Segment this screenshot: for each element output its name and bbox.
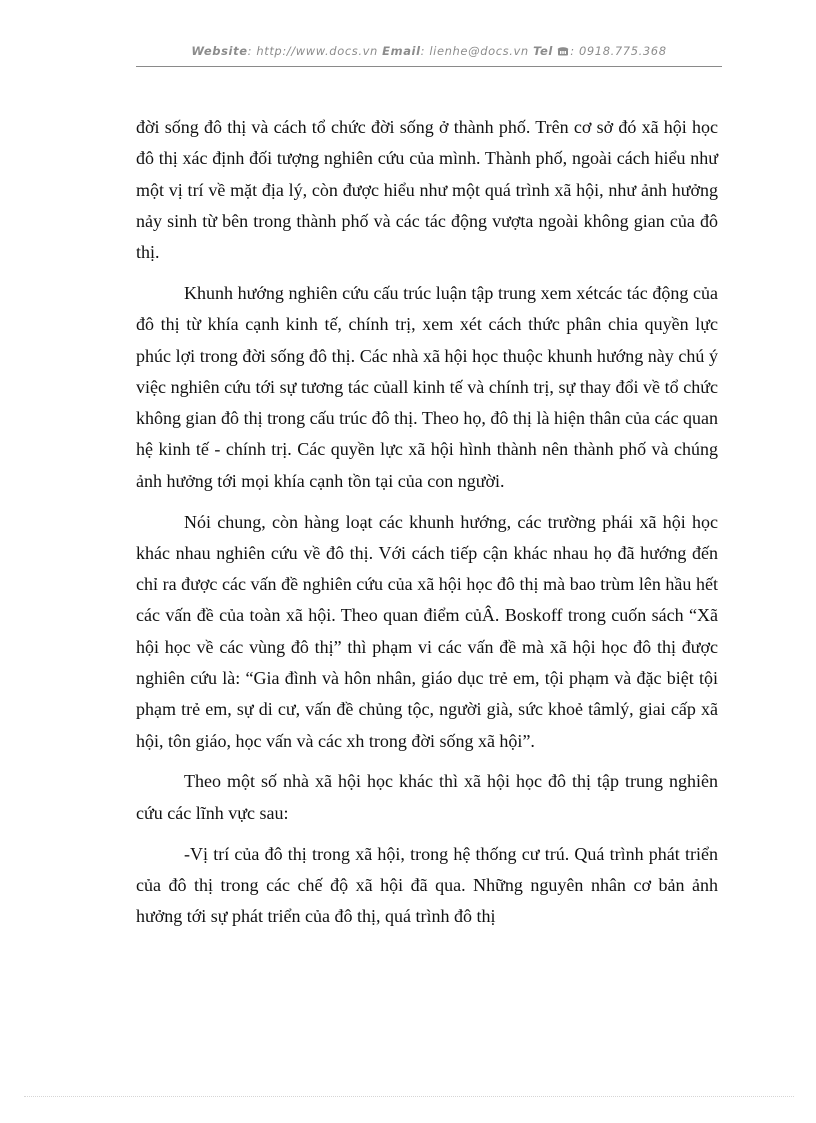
footer-divider <box>24 1096 794 1097</box>
paragraph-2: Khunh hướng nghiên cứu cấu trúc luận tập trung xem xétcác tác động của đô thị từ khía cạnh kinh tế, chính trị, xem xét cách thức phân chia quyền lực phúc lợi trong đời sống đô thị. Các nhà xã hội học thuộc khunh hướng này chú ý việc nghiên cứu tới sự tương tác củall kinh tế và chính trị, sự thay đổi về tổ chức không gian đô thị trong cấu trúc đô thị. Theo họ, đô thị là hiện thân của các quan hệ kinh tế - chính trị. Các quyền lực xã hội hình thành nên thành phố và chúng ảnh hưởng tới mọi khía cạnh tồn tại của con người. <box>136 282 718 491</box>
website-label: Website <box>191 44 248 58</box>
email-value: : lienhe@docs.vn <box>420 44 529 58</box>
website-value: : http://www.docs.vn <box>247 44 378 58</box>
paragraph-3: Nói chung, còn hàng loạt các khunh hướng, các trường phái xã hội học khác nhau nghiên cứu về đô thị. Với cách tiếp cận khác nhau họ đã hướng đến chỉ ra được các vấn đề nghiên cứu của xã hội học đô thị mà bao trùm lên hầu hết các vấn đề của toàn xã hội. Theo quan điểm củÂ. Boskoff trong cuốn sách “Xã hội học về các vùng đô thị” thì phạm vi các vấn đề mà xã hội học đô thị được nghiên cứu là: “Gia đình và hôn nhân, giáo dục trẻ em, tội phạm và đặc biệt tội phạm trẻ em, sự di cư, vấn đề chủng tộc, người già, sức khoẻ tâmlý, giai cấp xã hội, tôn giáo, học vấn và các xh trong đời sống xã hội”. <box>136 511 718 751</box>
page-header <box>136 44 722 67</box>
email-label: Email <box>382 44 421 58</box>
paragraph-4: Theo một số nhà xã hội học khác thì xã hội học đô thị tập trung nghiên cứu các lĩnh vực sau: <box>136 771 718 823</box>
tel-label: Tel <box>533 44 553 58</box>
tel-value: : 0918.775.368 <box>570 44 667 58</box>
paragraph-1: đời sống đô thị và cách tổ chức đời sống ở thành phố. Trên cơ sở đó xã hội học đô thị xác định đối tượng nghiên cứu của mình. Thành phố, ngoài cách hiểu như một vị trí về mặt địa lý, còn được hiểu như một quá trình xã hội, như ảnh hưởng nảy sinh từ bên trong thành phố và các tác động vượta ngoài không gian của đô thị. <box>136 117 718 263</box>
document-body <box>136 112 718 932</box>
paragraph-5: -Vị trí của đô thị trong xã hội, trong hệ thống cư trú. Quá trình phát triển của đô thị trong các chế độ xã hội đã qua. Những nguyên nhân cơ bản ảnh hưởng tới sự phát triển của đô thị, quá trình đô thị <box>136 843 718 927</box>
telephone-icon <box>557 45 569 55</box>
